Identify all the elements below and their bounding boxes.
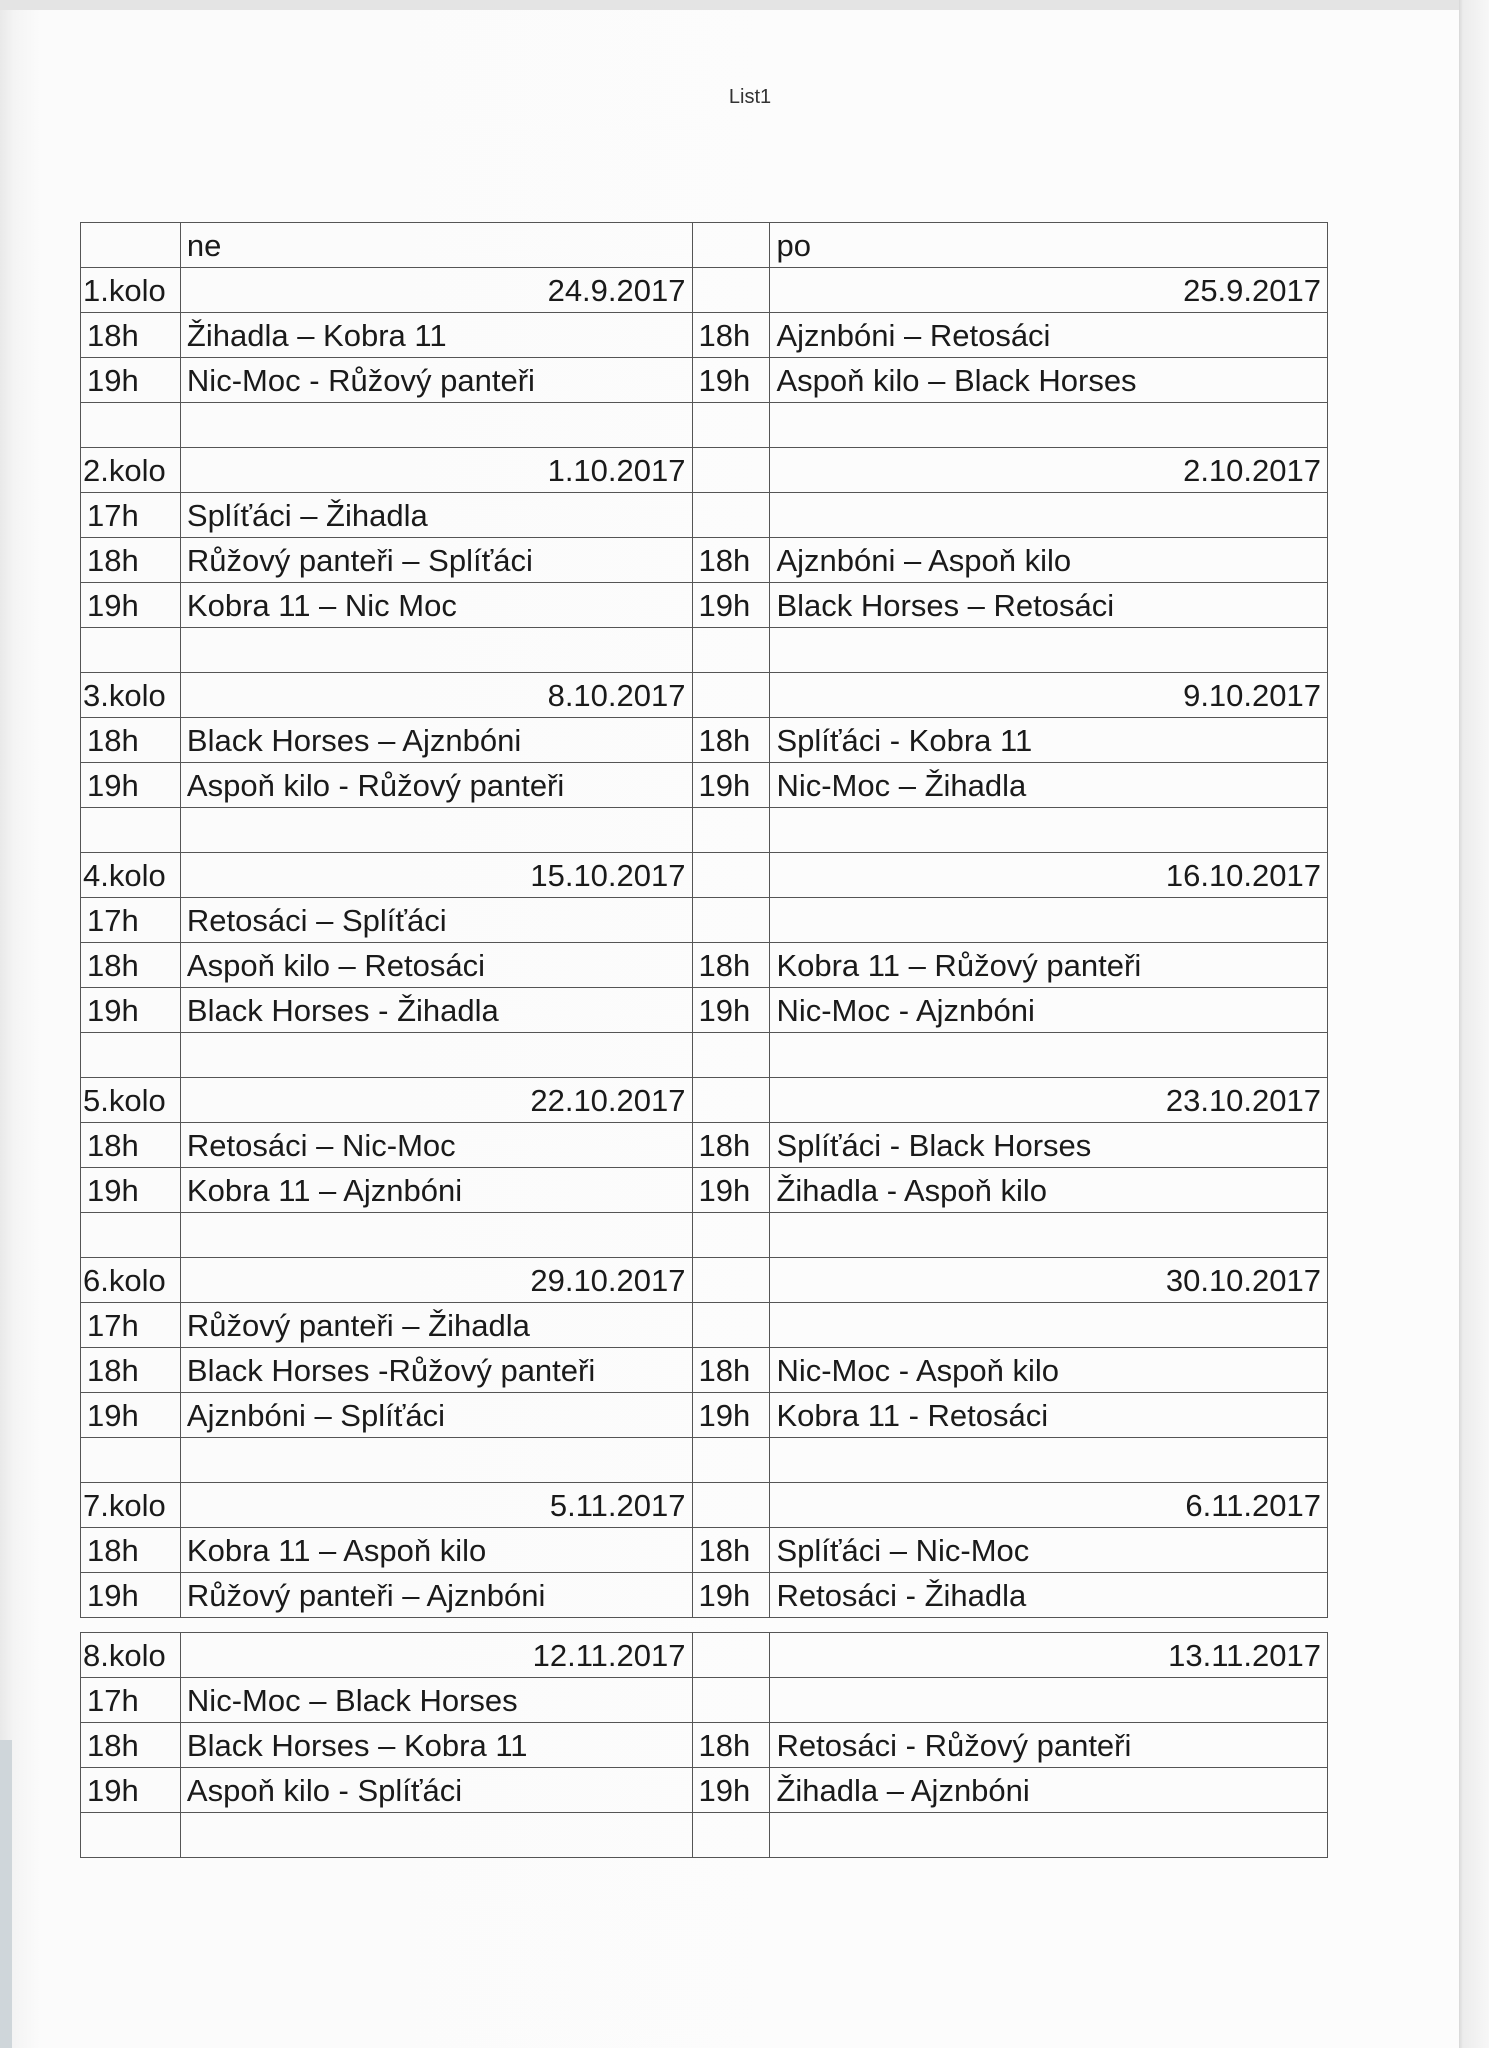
match-ne: Aspoň kilo - Růžový panteři bbox=[181, 763, 693, 808]
round-date-po: 2.10.2017 bbox=[770, 448, 1328, 493]
match-po: Žihadla – Ajznbóni bbox=[770, 1768, 1328, 1813]
empty-cell bbox=[81, 1033, 181, 1078]
match-po: Nic-Moc – Žihadla bbox=[770, 763, 1328, 808]
spacer-row bbox=[81, 403, 1328, 448]
round-header-row bbox=[81, 268, 1328, 313]
empty-cell bbox=[693, 673, 771, 718]
empty-cell bbox=[693, 1633, 771, 1678]
match-ne: Black Horses -Růžový panteři bbox=[181, 1348, 693, 1393]
match-time-po: 19h bbox=[693, 1168, 771, 1213]
match-time-po: 18h bbox=[693, 313, 771, 358]
match-row bbox=[81, 1528, 1328, 1573]
match-po bbox=[770, 1303, 1328, 1348]
match-po: Black Horses – Retosáci bbox=[770, 583, 1328, 628]
match-time-po: 19h bbox=[693, 358, 771, 403]
match-ne: Aspoň kilo – Retosáci bbox=[181, 943, 693, 988]
spacer-row bbox=[81, 1438, 1328, 1483]
match-time-ne: 18h bbox=[81, 1723, 181, 1768]
round-header-row bbox=[81, 1078, 1328, 1123]
match-row bbox=[81, 1303, 1328, 1348]
empty-cell bbox=[181, 1213, 693, 1258]
match-time-ne: 19h bbox=[81, 1168, 181, 1213]
round-date-ne: 1.10.2017 bbox=[181, 448, 693, 493]
match-po: Splíťáci - Black Horses bbox=[770, 1123, 1328, 1168]
round-date-po: 23.10.2017 bbox=[770, 1078, 1328, 1123]
round-date-po: 25.9.2017 bbox=[770, 268, 1328, 313]
match-time-po bbox=[693, 493, 771, 538]
match-po bbox=[770, 1678, 1328, 1723]
match-row bbox=[81, 1723, 1328, 1768]
match-po: Retosáci - Žihadla bbox=[770, 1573, 1328, 1618]
match-ne: Ajznbóni – Splíťáci bbox=[181, 1393, 693, 1438]
match-time-ne: 18h bbox=[81, 1528, 181, 1573]
spacer-row bbox=[81, 808, 1328, 853]
round-date-ne: 8.10.2017 bbox=[181, 673, 693, 718]
scan-edge-left bbox=[0, 1740, 12, 2048]
match-time-po: 18h bbox=[693, 718, 771, 763]
match-time-ne: 17h bbox=[81, 1678, 181, 1723]
empty-cell bbox=[81, 808, 181, 853]
round-header-row bbox=[81, 1483, 1328, 1528]
match-row bbox=[81, 1393, 1328, 1438]
empty-cell bbox=[693, 1078, 771, 1123]
match-time-ne: 17h bbox=[81, 493, 181, 538]
match-po: Ajznbóni – Retosáci bbox=[770, 313, 1328, 358]
empty-cell bbox=[81, 1813, 181, 1858]
empty-cell bbox=[181, 1438, 693, 1483]
match-time-po bbox=[693, 1678, 771, 1723]
empty-cell bbox=[181, 628, 693, 673]
match-time-ne: 18h bbox=[81, 538, 181, 583]
match-row bbox=[81, 538, 1328, 583]
round-header-row bbox=[81, 853, 1328, 898]
round-date-po: 16.10.2017 bbox=[770, 853, 1328, 898]
round-date-ne: 22.10.2017 bbox=[181, 1078, 693, 1123]
match-time-po: 18h bbox=[693, 1528, 771, 1573]
match-row bbox=[81, 1348, 1328, 1393]
round-date-ne: 24.9.2017 bbox=[181, 268, 693, 313]
match-row bbox=[81, 1768, 1328, 1813]
round-label: 1.kolo bbox=[81, 268, 181, 313]
match-ne: Růžový panteři – Splíťáci bbox=[181, 538, 693, 583]
match-ne: Růžový panteři – Žihadla bbox=[181, 1303, 693, 1348]
round-date-ne: 12.11.2017 bbox=[181, 1633, 693, 1678]
match-ne: Kobra 11 – Aspoň kilo bbox=[181, 1528, 693, 1573]
round-label: 6.kolo bbox=[81, 1258, 181, 1303]
empty-cell bbox=[770, 628, 1328, 673]
match-po: Splíťáci – Nic-Moc bbox=[770, 1528, 1328, 1573]
match-time-po: 18h bbox=[693, 1723, 771, 1768]
match-time-ne: 19h bbox=[81, 1573, 181, 1618]
match-po: Nic-Moc - Ajznbóni bbox=[770, 988, 1328, 1033]
empty-cell bbox=[181, 808, 693, 853]
match-time-po bbox=[693, 898, 771, 943]
spacer-row bbox=[81, 1213, 1328, 1258]
match-row bbox=[81, 358, 1328, 403]
match-time-ne: 19h bbox=[81, 583, 181, 628]
match-row bbox=[81, 1123, 1328, 1168]
round-label: 2.kolo bbox=[81, 448, 181, 493]
schedule-block bbox=[80, 1632, 1328, 1858]
spacer-row bbox=[81, 1813, 1328, 1858]
round-date-po: 30.10.2017 bbox=[770, 1258, 1328, 1303]
schedule-block bbox=[80, 222, 1328, 1618]
empty-cell bbox=[693, 268, 771, 313]
match-time-ne: 18h bbox=[81, 1348, 181, 1393]
round-date-po: 9.10.2017 bbox=[770, 673, 1328, 718]
round-header-row bbox=[81, 673, 1328, 718]
match-ne: Kobra 11 – Nic Moc bbox=[181, 583, 693, 628]
empty-cell bbox=[693, 403, 771, 448]
match-time-ne: 18h bbox=[81, 718, 181, 763]
spacer-row bbox=[81, 1033, 1328, 1078]
match-row bbox=[81, 943, 1328, 988]
spacer-row bbox=[81, 628, 1328, 673]
match-row bbox=[81, 1573, 1328, 1618]
empty-cell bbox=[693, 1438, 771, 1483]
round-label: 3.kolo bbox=[81, 673, 181, 718]
empty-cell bbox=[693, 1483, 771, 1528]
match-time-po: 18h bbox=[693, 943, 771, 988]
empty-cell bbox=[770, 1438, 1328, 1483]
schedule-table bbox=[80, 222, 1328, 1858]
match-po: Retosáci - Růžový panteři bbox=[770, 1723, 1328, 1768]
round-label: 4.kolo bbox=[81, 853, 181, 898]
match-ne: Black Horses - Žihadla bbox=[181, 988, 693, 1033]
round-date-ne: 5.11.2017 bbox=[181, 1483, 693, 1528]
match-time-ne: 17h bbox=[81, 1303, 181, 1348]
match-time-ne: 19h bbox=[81, 1768, 181, 1813]
empty-cell bbox=[181, 403, 693, 448]
match-time-po: 19h bbox=[693, 763, 771, 808]
match-time-ne: 17h bbox=[81, 898, 181, 943]
match-ne: Nic-Moc - Růžový panteři bbox=[181, 358, 693, 403]
match-time-ne: 19h bbox=[81, 1393, 181, 1438]
round-header-row bbox=[81, 448, 1328, 493]
match-time-po: 19h bbox=[693, 583, 771, 628]
match-time-ne: 18h bbox=[81, 1123, 181, 1168]
round-date-ne: 15.10.2017 bbox=[181, 853, 693, 898]
match-po bbox=[770, 898, 1328, 943]
match-po: Kobra 11 – Růžový panteři bbox=[770, 943, 1328, 988]
match-time-po: 18h bbox=[693, 1123, 771, 1168]
scan-edge-right bbox=[1459, 0, 1489, 2048]
empty-cell bbox=[693, 808, 771, 853]
match-row bbox=[81, 988, 1328, 1033]
match-ne: Black Horses – Kobra 11 bbox=[181, 1723, 693, 1768]
empty-cell bbox=[81, 223, 181, 268]
match-po: Žihadla - Aspoň kilo bbox=[770, 1168, 1328, 1213]
empty-cell bbox=[81, 1213, 181, 1258]
match-row bbox=[81, 898, 1328, 943]
match-ne: Aspoň kilo - Splíťáci bbox=[181, 1768, 693, 1813]
match-row bbox=[81, 718, 1328, 763]
match-row bbox=[81, 1678, 1328, 1723]
empty-cell bbox=[770, 1033, 1328, 1078]
empty-cell bbox=[770, 403, 1328, 448]
empty-cell bbox=[81, 1438, 181, 1483]
match-time-po: 18h bbox=[693, 1348, 771, 1393]
match-time-po: 19h bbox=[693, 1768, 771, 1813]
empty-cell bbox=[693, 1813, 771, 1858]
match-po bbox=[770, 493, 1328, 538]
match-ne: Kobra 11 – Ajznbóni bbox=[181, 1168, 693, 1213]
match-ne: Splíťáci – Žihadla bbox=[181, 493, 693, 538]
empty-cell bbox=[693, 628, 771, 673]
match-time-ne: 19h bbox=[81, 988, 181, 1033]
match-po: Aspoň kilo – Black Horses bbox=[770, 358, 1328, 403]
match-time-ne: 19h bbox=[81, 358, 181, 403]
match-ne: Žihadla – Kobra 11 bbox=[181, 313, 693, 358]
round-date-po: 13.11.2017 bbox=[770, 1633, 1328, 1678]
round-date-ne: 29.10.2017 bbox=[181, 1258, 693, 1303]
scan-edge-top bbox=[0, 0, 1489, 10]
match-time-po: 19h bbox=[693, 1573, 771, 1618]
round-header-row bbox=[81, 1258, 1328, 1303]
match-ne: Black Horses – Ajznbóni bbox=[181, 718, 693, 763]
round-label: 7.kolo bbox=[81, 1483, 181, 1528]
match-time-po: 19h bbox=[693, 988, 771, 1033]
match-time-po bbox=[693, 1303, 771, 1348]
round-header-row bbox=[81, 1633, 1328, 1678]
empty-cell bbox=[181, 1813, 693, 1858]
empty-cell bbox=[693, 1033, 771, 1078]
match-ne: Retosáci – Nic-Moc bbox=[181, 1123, 693, 1168]
empty-cell bbox=[181, 1033, 693, 1078]
empty-cell bbox=[81, 628, 181, 673]
empty-cell bbox=[693, 1258, 771, 1303]
empty-cell bbox=[81, 403, 181, 448]
sheet-title: List1 bbox=[728, 86, 772, 108]
empty-cell bbox=[693, 853, 771, 898]
match-row bbox=[81, 763, 1328, 808]
match-time-ne: 19h bbox=[81, 763, 181, 808]
match-row bbox=[81, 583, 1328, 628]
empty-cell bbox=[693, 223, 771, 268]
empty-cell bbox=[693, 448, 771, 493]
empty-cell bbox=[770, 808, 1328, 853]
match-po: Kobra 11 - Retosáci bbox=[770, 1393, 1328, 1438]
round-label: 8.kolo bbox=[81, 1633, 181, 1678]
day-label-po: po bbox=[770, 223, 1328, 268]
match-time-ne: 18h bbox=[81, 313, 181, 358]
match-ne: Retosáci – Splíťáci bbox=[181, 898, 693, 943]
round-date-po: 6.11.2017 bbox=[770, 1483, 1328, 1528]
match-po: Splíťáci - Kobra 11 bbox=[770, 718, 1328, 763]
match-row bbox=[81, 1168, 1328, 1213]
match-row bbox=[81, 493, 1328, 538]
match-po: Nic-Moc - Aspoň kilo bbox=[770, 1348, 1328, 1393]
day-header-row bbox=[81, 223, 1328, 268]
match-ne: Nic-Moc – Black Horses bbox=[181, 1678, 693, 1723]
match-time-po: 18h bbox=[693, 538, 771, 583]
empty-cell bbox=[770, 1213, 1328, 1258]
round-label: 5.kolo bbox=[81, 1078, 181, 1123]
match-po: Ajznbóni – Aspoň kilo bbox=[770, 538, 1328, 583]
match-row bbox=[81, 313, 1328, 358]
empty-cell bbox=[693, 1213, 771, 1258]
day-label-ne: ne bbox=[181, 223, 693, 268]
match-time-po: 19h bbox=[693, 1393, 771, 1438]
match-time-ne: 18h bbox=[81, 943, 181, 988]
match-ne: Růžový panteři – Ajznbóni bbox=[181, 1573, 693, 1618]
empty-cell bbox=[770, 1813, 1328, 1858]
